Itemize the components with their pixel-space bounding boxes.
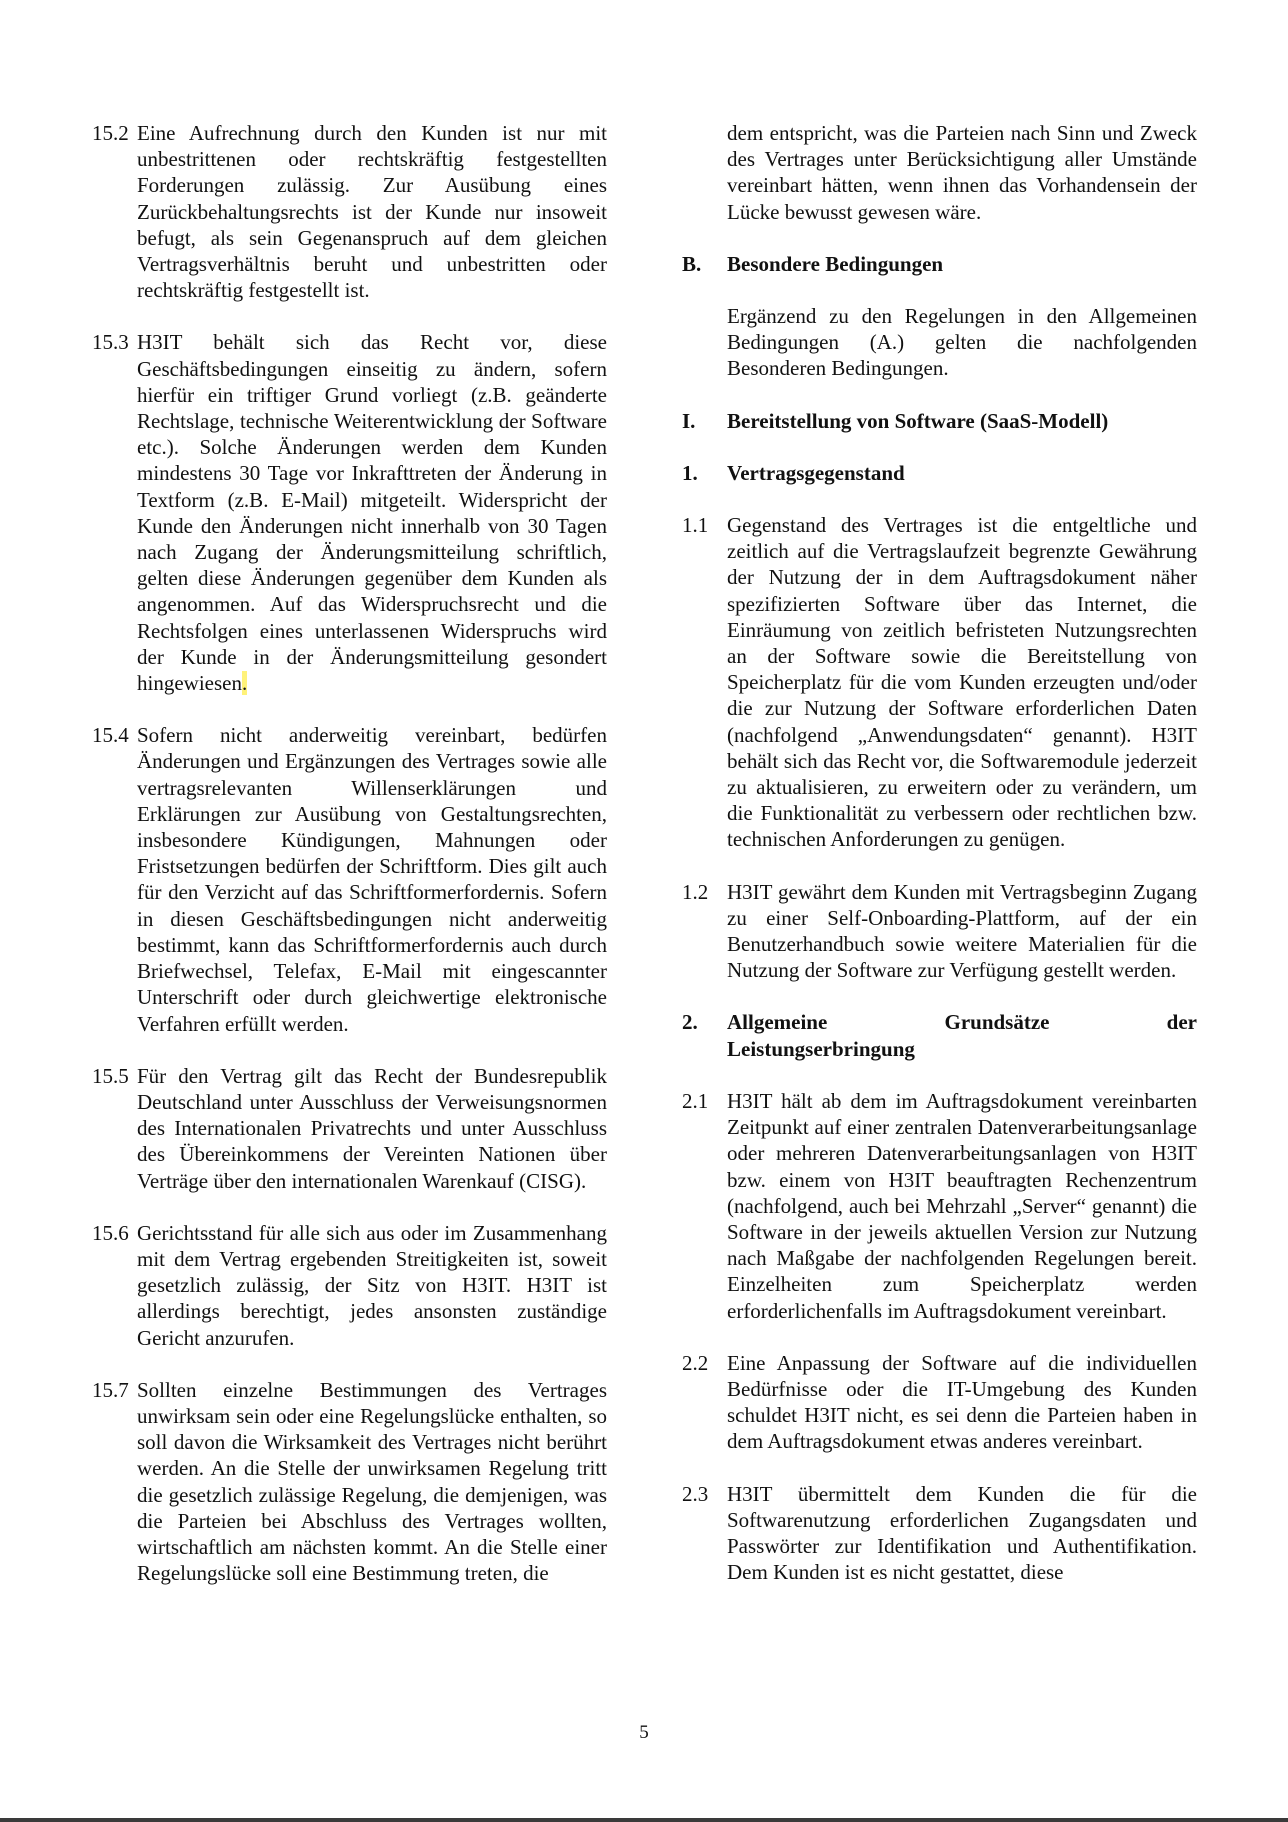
clause-text: Sollten einzelne Bestimmungen des Vertrages unwirksam sein oder eine Regelungslücke enthalten, so soll davon die Wirksamkeit des Vertrages nicht berührt werden. An die Stelle der unwirksamen Regelung tritt die gesetzlich zulässige Regelung, die demjenigen, was die Parteien bei Abschluss des Vertrages wollten, wirtschaftlich am nächsten kommt. An die Stelle einer Regelungslücke soll eine Bestimmung treten, die <box>137 1377 607 1586</box>
clause-text: Gegenstand des Vertrages ist die entgeltliche und zeitlich auf die Vertragslaufzeit begrenzte Gewährung der Nutzung der in dem Auftragsdokument näher spezifizierten Software über das Internet, die Einräumung von zeitlich befristeten Nutzungsrechten an der Software sowie die Bereitstellung von Speicherplatz für die vom Kunden erzeugten und/oder die zur Nutzung der Software erforderlichen Daten (nachfolgend „Anwendungsdaten“ genannt). H3IT behält sich das Recht vor, die Softwaremodule jederzeit zu aktualisieren, zu erweitern oder zu verändern, um die Funktionalität zu verbessern oder rechtlichen bzw. technischen Anforderungen zu genügen. <box>727 513 1197 852</box>
clause-2-2 <box>682 1350 1197 1455</box>
section-number: I. <box>682 408 696 433</box>
clause-number: 1.2 <box>682 879 709 904</box>
clause-15-6 <box>92 1220 607 1351</box>
clause-text: H3IT gewährt dem Kunden mit Vertragsbeginn Zugang zu einer Self-Onboarding-Plattform, auf der ein Benutzerhandbuch sowie weitere Materialien für die Nutzung der Software zur Verfügung gestellt werden. <box>727 879 1197 983</box>
bottom-border <box>0 1818 1288 1822</box>
heading-title-line1: Allgemeine Grundsätze der <box>727 1010 1197 1035</box>
clause-number: 1.1 <box>682 513 709 538</box>
clause-text: Gerichtsstand für alle sich aus oder im Zusammenhang mit dem Vertrag ergebenden Streitigkeiten ist, soweit gesetzlich zulässig, der Sitz von H3IT. H3IT ist allerdings berechtigt, jedes ansonsten zuständige Gericht anzurufen. <box>137 1220 607 1350</box>
clause-number: 2.2 <box>682 1350 709 1375</box>
clause-2-3 <box>682 1481 1197 1586</box>
section-title: Bereitstellung von Software (SaaS-Modell) <box>727 408 1109 433</box>
clause-15-5 <box>92 1063 607 1194</box>
clause-15-2 <box>92 120 607 303</box>
section-b-intro: Ergänzend zu den Regelungen in den Allgemeinen Bedingungen (A.) gelten die nachfolgenden Besonderen Bedingungen. <box>727 304 1197 381</box>
right-column <box>682 120 1197 1611</box>
section-b-heading <box>682 251 1197 277</box>
section-number: B. <box>682 251 702 276</box>
clause-1-1 <box>682 512 1197 853</box>
left-column <box>92 120 607 1612</box>
continuation-paragraph: dem entspricht, was die Parteien nach Sinn und Zweck des Vertrages unter Berücksichtigung aller Umstände vereinbart hätten, wenn ihnen das Vorhandensein der Lücke bewusst gewesen wäre. <box>727 121 1197 224</box>
clause-15-4 <box>92 722 607 1036</box>
clause-number: 15.5 <box>92 1063 129 1088</box>
clause-text: Eine Aufrechnung durch den Kunden ist nur mit unbestrittenen oder rechtskräftig festgestellten Forderungen zulässig. Zur Ausübung eines Zurückbehaltungsrechts ist der Kunde nur insoweit befugt, als sein Gegenanspruch auf dem gleichen Vertragsverhältnis beruht und unbestritten oder rechtskräftig festgestellt ist. <box>137 121 607 303</box>
clause-number: 15.6 <box>92 1220 129 1245</box>
clause-2-1 <box>682 1088 1197 1324</box>
heading-number: 2. <box>682 1010 698 1035</box>
highlighted-mark: . <box>241 671 248 696</box>
clause-15-7 <box>92 1377 607 1587</box>
clause-number: 15.2 <box>92 121 129 145</box>
page-number: 5 <box>639 1722 649 1743</box>
section-title: Besondere Bedingungen <box>727 251 944 276</box>
clause-text: Eine Anpassung der Software auf die individuellen Bedürfnisse oder die IT-Umgebung des Kunden schuldet H3IT nicht, es sei denn die Parteien haben in dem Auftragsdokument etwas anderes vereinbart. <box>727 1350 1197 1454</box>
clause-number: 15.7 <box>92 1377 129 1402</box>
clause-text: Für den Vertrag gilt das Recht der Bundesrepublik Deutschland unter Ausschluss der Verweisungsnormen des Internationalen Privatrechts und unter Ausschluss des Übereinkommens der Vereinten Nationen über Verträge über den internationalen Warenkauf (CISG). <box>137 1063 607 1193</box>
clause-number: 2.1 <box>682 1088 709 1113</box>
heading-title: Vertragsgegenstand <box>727 460 905 485</box>
clause-text: H3IT hält ab dem im Auftragsdokument vereinbarten Zeitpunkt auf einer zentralen Datenverarbeitungsanlage oder mehreren Datenverarbeitungsanlagen von H3IT bzw. einem von H3IT beauftragten Rechenzentrum (nachfolgend, auch bei Mehrzahl „Server“ genannt) die Software in der jeweils aktuellen Version zur Nutzung nach Maßgabe der nachfolgenden Regelungen bereit. Einzelheiten zum Speicherplatz werden erforderlichenfalls im Auftragsdokument vereinbart. <box>727 1088 1197 1323</box>
clause-number: 2.3 <box>682 1481 709 1506</box>
heading-number: 1. <box>682 460 698 485</box>
clause-number: 15.4 <box>92 723 129 748</box>
section-i-heading <box>682 408 1197 434</box>
clause-text: H3IT übermittelt dem Kunden die für die Softwarenutzung erforderlichen Zugangsdaten und Passwörter zur Identifikation und Authentifikation. Dem Kunden ist es nicht gestattet, diese <box>727 1481 1197 1585</box>
clause-1-2 <box>682 879 1197 984</box>
heading-title-line2: Leistungserbringung <box>727 1036 915 1061</box>
heading-2 <box>682 1009 1197 1061</box>
clause-text: Sofern nicht anderweitig vereinbart, bedürfen Änderungen und Ergänzungen des Vertrages sowie alle vertragsrelevanten Willenserklärungen und Erklärungen zur Ausübung von Gestaltungsrechten, insbesondere Kündigungen, Mahnungen oder Fristsetzungen bedürfen der Schriftform. Dies gilt auch für den Verzicht auf das Schriftformerfordernis. Sofern in diesen Geschäftsbedingungen nicht anderweitig bestimmt, kann das Schriftformerfordernis auch durch Briefwechsel, Telefax, E-Mail mit eingescannter Unterschrift oder durch gleichwertige elektronische Verfahren erfüllt werden. <box>137 723 607 1036</box>
heading-1 <box>682 460 1197 486</box>
clause-text <box>137 329 607 696</box>
clause-15-3 <box>92 329 607 696</box>
clause-text-body: H3IT behält sich das Recht vor, diese Geschäftsbedingungen einseitig zu ändern, sofern hierfür ein triftiger Grund vorliegt (z.B. geänderte Rechtslage, technische Weiterentwicklung der Software etc.). Solche Änderungen werden dem Kunden mindestens 30 Tage vor Inkrafttreten der Änderung in Textform (z.B. E-Mail) mitgeteilt. Widerspricht der Kunde den Änderungen nicht innerhalb von 30 Tagen nach Zugang der Änderungsmitteilung schriftlich, gelten diese Änderungen gegenüber dem Kunden als angenommen. Auf das Widerspruchsrecht und die Rechtsfolgen eines unterlassenen Widerspruchs wird der Kunde in der Änderungsmitteilung gesondert hingewiesen <box>137 330 607 696</box>
clause-number: 15.3 <box>92 330 129 355</box>
